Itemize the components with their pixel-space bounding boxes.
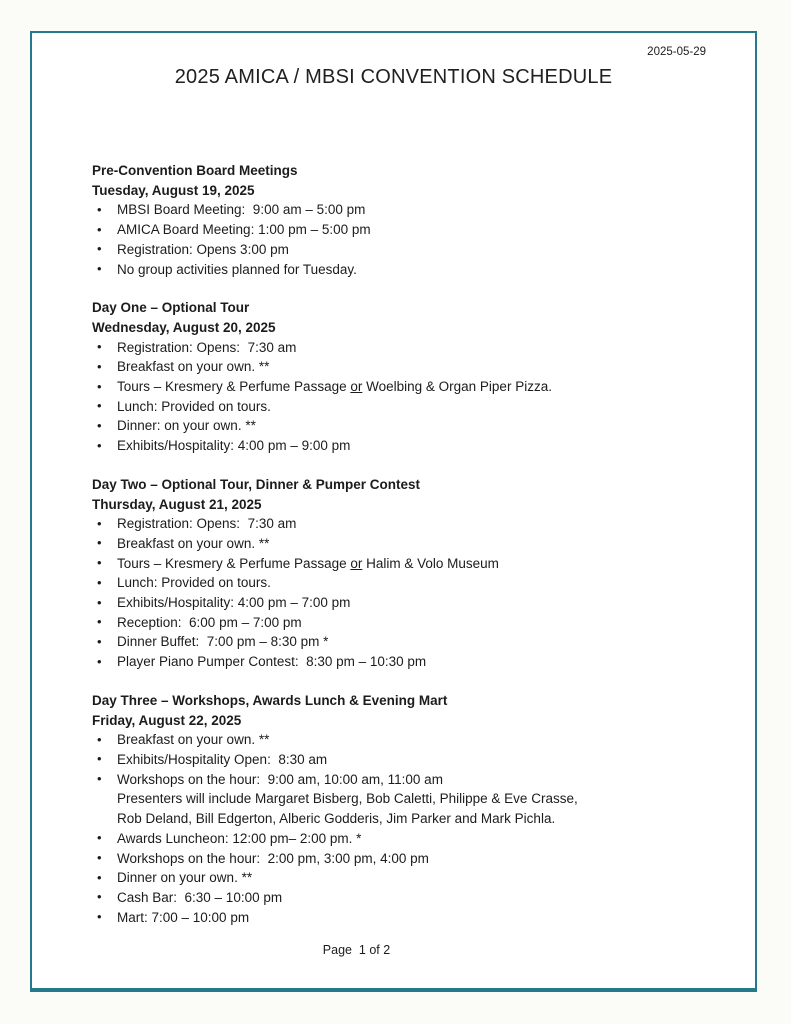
bullet-icon: • — [97, 633, 102, 649]
bullet-icon: • — [97, 889, 102, 905]
bullet-icon: • — [97, 574, 102, 590]
item-text: Lunch: Provided on tours. — [117, 575, 271, 591]
schedule-item — [92, 573, 712, 593]
bullet-icon: • — [97, 398, 102, 414]
item-text: or — [350, 555, 363, 571]
bullet-icon: • — [97, 555, 102, 571]
schedule-item — [92, 357, 712, 377]
bullet-icon: • — [97, 909, 102, 925]
item-text: Exhibits/Hospitality Open: 8:30 am — [117, 751, 328, 767]
item-text: Woelbing & Organ Piper Pizza. — [362, 379, 552, 395]
section-heading: Day Three – Workshops, Awards Lunch & Evening Mart — [92, 692, 448, 708]
schedule-item — [92, 750, 712, 770]
schedule-item — [92, 849, 712, 869]
schedule-item — [92, 770, 712, 829]
schedule-section — [92, 298, 712, 456]
item-text: Workshops on the hour: 2:00 pm, 3:00 pm, 4:00 pm — [117, 850, 429, 866]
item-text: Registration: Opens: 7:30 am — [117, 339, 297, 355]
item-text: Dinner Buffet: 7:00 pm – 8:30 pm * — [117, 634, 329, 650]
item-text: AMICA Board Meeting: 1:00 pm – 5:00 pm — [117, 222, 371, 238]
section-heading: Day One – Optional Tour — [92, 300, 250, 316]
section-date: Wednesday, August 20, 2025 — [92, 319, 276, 335]
schedule-item — [92, 377, 712, 397]
document-content — [92, 161, 712, 946]
bullet-icon: • — [97, 437, 102, 453]
item-text: Cash Bar: 6:30 – 10:00 pm — [117, 889, 283, 905]
item-continuation-line: Presenters will include Margaret Bisberg, Bob Caletti, Philippe & Eve Crasse, — [117, 791, 578, 807]
document-page — [30, 31, 757, 992]
bullet-icon: • — [97, 515, 102, 531]
schedule-item — [92, 514, 712, 534]
item-text: Registration: Opens 3:00 pm — [117, 241, 289, 257]
bullet-icon: • — [97, 201, 102, 217]
schedule-section — [92, 161, 712, 279]
bullet-icon: • — [97, 731, 102, 747]
schedule-item — [92, 436, 712, 456]
bullet-icon: • — [97, 417, 102, 433]
bullet-icon: • — [97, 358, 102, 374]
schedule-item — [92, 908, 712, 928]
bullet-icon: • — [97, 869, 102, 885]
section-heading: Pre-Convention Board Meetings — [92, 163, 298, 178]
item-text: Workshops on the hour: 9:00 am, 10:00 am, 11:00 am — [117, 771, 443, 787]
schedule-item — [92, 338, 712, 358]
bullet-icon: • — [97, 653, 102, 669]
item-continuation-line: Rob Deland, Bill Edgerton, Alberic Godderis, Jim Parker and Mark Pichla. — [117, 811, 556, 827]
item-text: or — [350, 379, 363, 395]
section-date: Thursday, August 21, 2025 — [92, 496, 262, 512]
schedule-item — [92, 652, 712, 672]
schedule-section — [92, 691, 712, 927]
schedule-item — [92, 730, 712, 750]
bullet-icon: • — [97, 830, 102, 846]
section-item-list — [92, 338, 712, 456]
item-text: Dinner: on your own. ** — [117, 418, 256, 434]
schedule-section — [92, 475, 712, 672]
item-text: Exhibits/Hospitality: 4:00 pm – 7:00 pm — [117, 595, 351, 611]
item-text: Exhibits/Hospitality: 4:00 pm – 9:00 pm — [117, 438, 351, 454]
schedule-item — [92, 888, 712, 908]
schedule-item — [92, 534, 712, 554]
item-text: Reception: 6:00 pm – 7:00 pm — [117, 614, 302, 630]
bullet-icon: • — [97, 614, 102, 630]
schedule-item — [92, 613, 712, 633]
item-text: Tours – Kresmery & Perfume Passage — [117, 379, 351, 395]
item-text: Halim & Volo Museum — [362, 555, 499, 571]
schedule-item — [92, 240, 712, 260]
bullet-icon: • — [97, 261, 102, 277]
bullet-icon: • — [97, 339, 102, 355]
schedule-item — [92, 868, 712, 888]
schedule-item — [92, 554, 712, 574]
schedule-item — [92, 260, 712, 280]
schedule-item — [92, 593, 712, 613]
page-footer: Page 1 of 2 — [322, 943, 391, 957]
item-text: Mart: 7:00 – 10:00 pm — [117, 909, 250, 925]
item-text: Breakfast on your own. ** — [117, 732, 270, 748]
section-item-list — [92, 514, 712, 672]
item-text: Breakfast on your own. ** — [117, 535, 270, 551]
section-heading: Day Two – Optional Tour, Dinner & Pumper Contest — [92, 476, 421, 492]
schedule-item — [92, 632, 712, 652]
bullet-icon: • — [97, 850, 102, 865]
schedule-item — [92, 200, 712, 220]
bullet-icon: • — [97, 378, 102, 394]
item-text: Lunch: Provided on tours. — [117, 398, 271, 414]
schedule-item — [92, 416, 712, 436]
item-text: MBSI Board Meeting: 9:00 am – 5:00 pm — [117, 202, 366, 218]
item-text: Awards Luncheon: 12:00 pm– 2:00 pm. * — [117, 830, 362, 846]
item-text: No group activities planned for Tuesday. — [117, 261, 357, 277]
item-text: Dinner on your own. ** — [117, 870, 253, 886]
section-item-list — [92, 730, 712, 927]
item-text: Tours – Kresmery & Perfume Passage — [117, 555, 351, 571]
section-date: Tuesday, August 19, 2025 — [92, 182, 255, 198]
schedule-item — [92, 220, 712, 240]
item-text: Player Piano Pumper Contest: 8:30 pm – 10:30 pm — [117, 654, 427, 670]
bullet-icon: • — [97, 221, 102, 237]
schedule-item — [92, 397, 712, 417]
bullet-icon: • — [97, 241, 102, 257]
section-item-list — [92, 200, 712, 279]
bullet-icon: • — [97, 751, 102, 767]
section-date: Friday, August 22, 2025 — [92, 712, 242, 728]
item-text: Breakfast on your own. ** — [117, 359, 270, 375]
document-title: 2025 AMICA / MBSI CONVENTION SCHEDULE — [174, 66, 613, 88]
document-date: 2025-05-29 — [647, 46, 706, 58]
bullet-icon: • — [97, 535, 102, 551]
item-text: Registration: Opens: 7:30 am — [117, 516, 297, 532]
schedule-item — [92, 829, 712, 849]
bullet-icon: • — [97, 594, 102, 610]
bullet-icon: • — [97, 771, 102, 787]
